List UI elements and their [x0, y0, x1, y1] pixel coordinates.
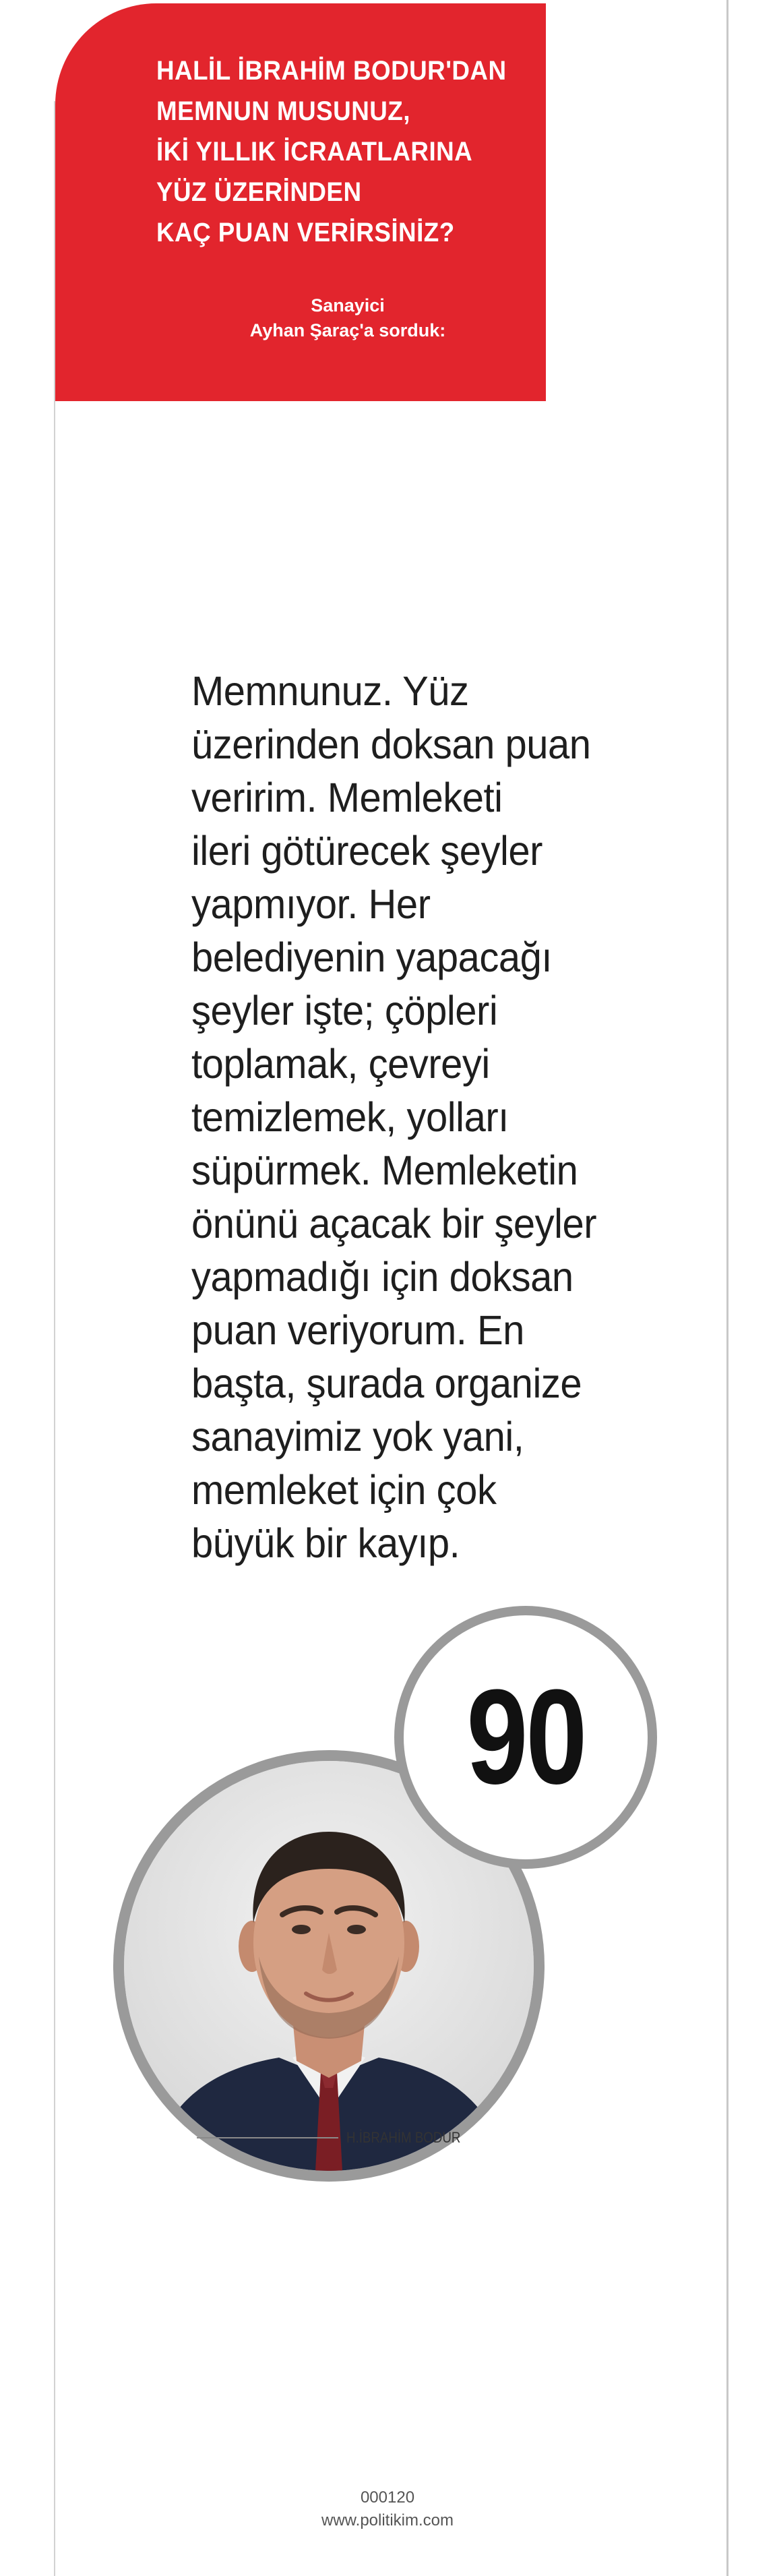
answer-line: büyük bir kayıp. — [191, 1520, 460, 1566]
answer-line: süpürmek. Memleketin — [191, 1147, 578, 1193]
website-link[interactable]: www.politikim.com — [321, 2511, 454, 2529]
respondent-name: Ayhan Şaraç'a sorduk: — [249, 320, 446, 340]
score-value: 90 — [466, 1662, 585, 1812]
answer-line: üzerinden doksan puan — [191, 721, 591, 767]
answer-line: temizlemek, yolları — [191, 1094, 509, 1140]
answer-line: ileri götürecek şeyler — [191, 828, 542, 874]
answer-line: puan veriyorum. En — [191, 1307, 524, 1353]
headline-line: İKİ YILLIK İCRAATLARINA — [156, 137, 473, 167]
answer-text — [191, 665, 614, 1570]
right-divider — [726, 0, 728, 2576]
answer-line: belediyenin yapacağı — [191, 934, 552, 980]
page-code: 000120 — [360, 2488, 415, 2507]
answer-line: memleket için çok — [191, 1467, 497, 1513]
headline-line: YÜZ ÜZERİNDEN — [156, 177, 362, 207]
answer-line: Memnunuz. Yüz — [191, 668, 469, 714]
respondent-intro — [55, 293, 546, 343]
headline-line: KAÇ PUAN VERİRSİNİZ? — [156, 218, 455, 247]
answer-line: önünü açacak bir şeyler — [191, 1201, 597, 1247]
answer-line: toplamak, çevreyi — [191, 1041, 490, 1087]
answer-line: yapmıyor. Her — [191, 881, 431, 927]
answer-line: başta, şurada organize — [191, 1360, 582, 1406]
score-badge — [404, 1615, 648, 1859]
headline-line: MEMNUN MUSUNUZ, — [156, 96, 410, 126]
question-banner — [55, 3, 546, 401]
respondent-occupation: Sanayici — [311, 295, 385, 316]
question-headline — [156, 51, 507, 253]
answer-line: şeyler işte; çöpleri — [191, 988, 498, 1034]
caption-rule — [197, 2137, 338, 2138]
answer-line: veririm. Memleketi — [191, 775, 503, 820]
left-divider — [54, 101, 55, 2576]
headline-line: HALİL İBRAHİM BODUR'DAN — [156, 56, 507, 86]
answer-line: yapmadığı için doksan — [191, 1254, 574, 1300]
photo-caption: H.İBRAHİM BODUR — [346, 2129, 461, 2146]
answer-line: sanayimiz yok yani, — [191, 1414, 524, 1460]
page-footer — [0, 2486, 775, 2532]
